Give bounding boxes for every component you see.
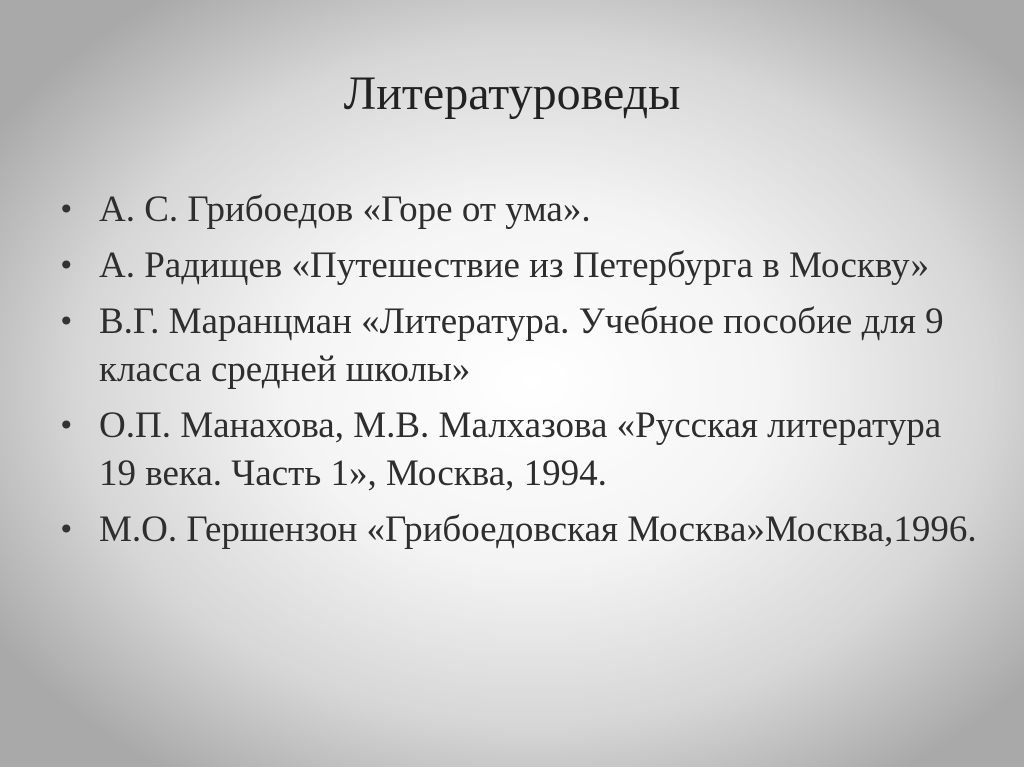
bullet-list bbox=[58, 186, 978, 562]
list-item-text: О.П. Манахова, М.В. Малхазова «Русская литература 19 века. Часть 1», Москва, 1994. bbox=[99, 405, 942, 494]
list-item bbox=[58, 242, 978, 290]
bullet-icon: • bbox=[58, 409, 75, 442]
bullet-icon: • bbox=[58, 249, 75, 282]
bullet-icon: • bbox=[58, 305, 75, 338]
list-item-text: А. С. Грибоедов «Горе от ума». bbox=[99, 189, 591, 230]
list-item-text: В.Г. Маранцман «Литература. Учебное пособие для 9 класса средней школы» bbox=[99, 301, 944, 390]
list-item bbox=[58, 186, 978, 234]
slide-title: Литературоведы bbox=[343, 67, 681, 120]
list-item-text: А. Радищев «Путешествие из Петербурга в Москву» bbox=[99, 245, 929, 286]
list-item-text: М.О. Гершензон «Грибоедовская Москва»Москва,1996. bbox=[99, 509, 977, 550]
bullet-icon: • bbox=[58, 513, 75, 546]
list-item bbox=[58, 506, 978, 554]
bullet-icon: • bbox=[58, 193, 75, 226]
list-item bbox=[58, 402, 978, 498]
list-item bbox=[58, 298, 978, 394]
